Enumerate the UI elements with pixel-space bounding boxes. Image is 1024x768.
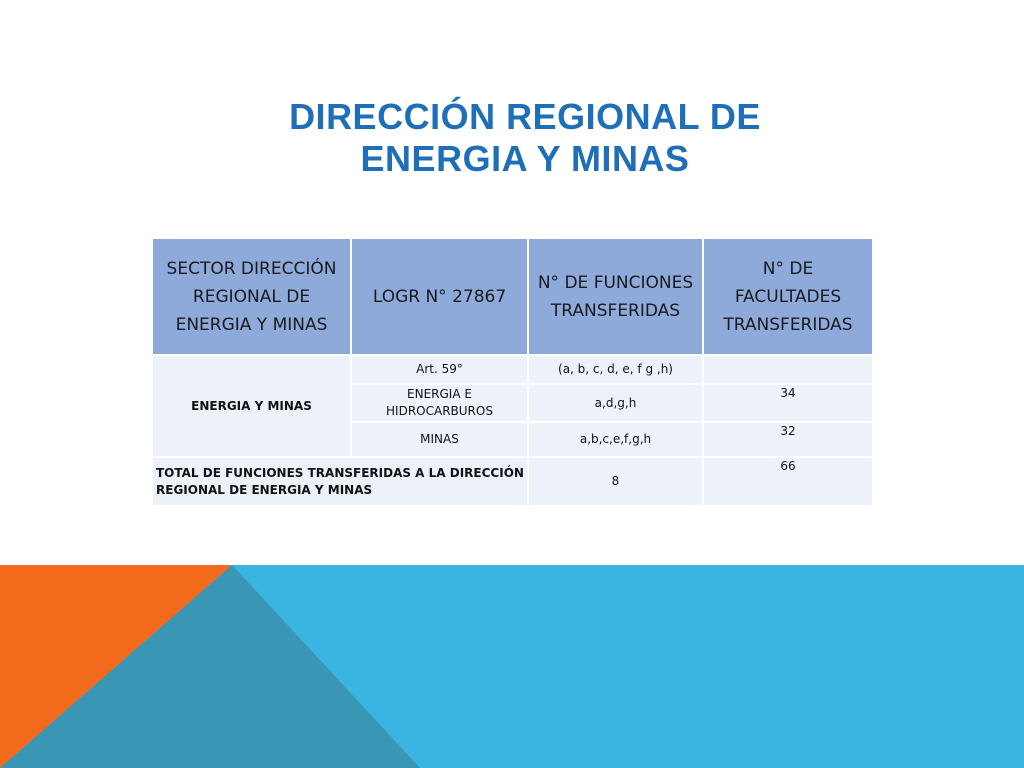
funciones-cell: a,d,g,h bbox=[528, 384, 703, 422]
facultades-cell: 32 bbox=[703, 422, 873, 457]
total-label: TOTAL DE FUNCIONES TRANSFERIDAS A LA DIRECCIÓN REGIONAL DE ENERGIA Y MINAS bbox=[152, 457, 528, 506]
decorative-footer-shapes bbox=[0, 565, 1024, 768]
table-header-row bbox=[152, 238, 873, 355]
logr-cell: MINAS bbox=[351, 422, 528, 457]
header-logr: LOGR N° 27867 bbox=[351, 238, 528, 355]
table-row bbox=[152, 355, 873, 384]
funciones-cell: a,b,c,e,f,g,h bbox=[528, 422, 703, 457]
header-facultades: N° DE FACULTADES TRANSFERIDAS bbox=[703, 238, 873, 355]
facultades-cell bbox=[703, 355, 873, 384]
slide-title-line-1: DIRECCIÓN REGIONAL DE bbox=[289, 96, 761, 137]
facultades-cell: 34 bbox=[703, 384, 873, 422]
logr-cell: ENERGIA E HIDROCARBUROS bbox=[351, 384, 528, 422]
slide-title bbox=[0, 96, 1024, 180]
logr-cell: Art. 59° bbox=[351, 355, 528, 384]
slide-title-line-2: ENERGIA Y MINAS bbox=[360, 138, 690, 179]
total-row bbox=[152, 457, 873, 506]
total-facultades: 66 bbox=[703, 457, 873, 506]
total-funciones: 8 bbox=[528, 457, 703, 506]
sector-cell: ENERGIA Y MINAS bbox=[152, 355, 351, 457]
functions-table bbox=[151, 237, 874, 507]
header-sector: SECTOR DIRECCIÓN REGIONAL DE ENERGIA Y MINAS bbox=[152, 238, 351, 355]
funciones-cell: (a, b, c, d, e, f g ,h) bbox=[528, 355, 703, 384]
header-funciones: N° DE FUNCIONES TRANSFERIDAS bbox=[528, 238, 703, 355]
